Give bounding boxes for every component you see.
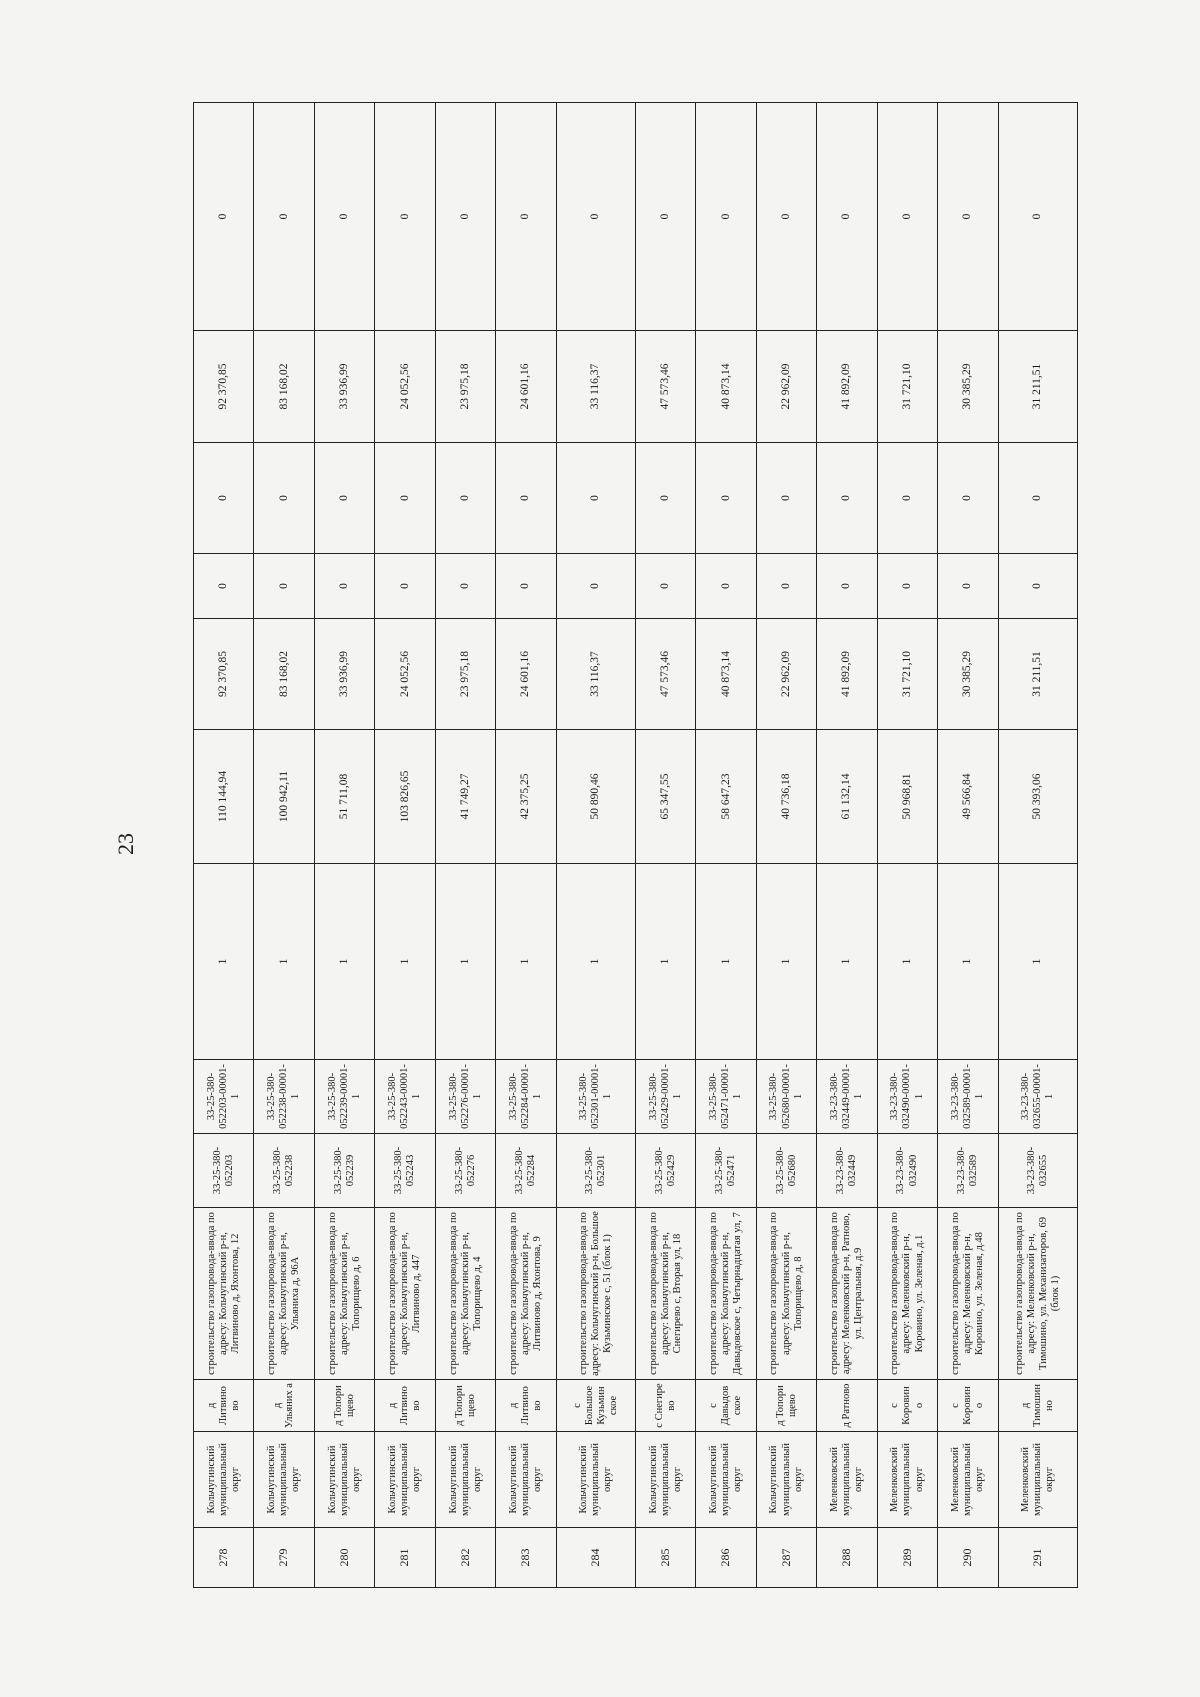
- total-cost-cell: 58 647,23: [696, 730, 756, 864]
- amount-cell: 33 116,37: [556, 619, 635, 730]
- page-number: 23: [113, 833, 138, 855]
- locality-cell: д Ратново: [817, 1380, 877, 1432]
- locality-cell: д Топори щево: [756, 1380, 816, 1432]
- amount-repeat-cell: 33 936,99: [314, 331, 374, 443]
- zero-cell-c: 0: [877, 103, 937, 331]
- total-cost-cell: 50 393,06: [998, 730, 1077, 864]
- total-cost-cell: 103 826,65: [375, 730, 435, 864]
- row-number-cell: 280: [314, 1528, 374, 1588]
- zero-cell-c: 0: [998, 103, 1077, 331]
- quantity-cell: 1: [696, 864, 756, 1060]
- locality-cell: д Литвино во: [194, 1380, 254, 1432]
- amount-repeat-cell: 24 052,56: [375, 331, 435, 443]
- table-row: [877, 103, 937, 1588]
- gas-pipeline-table: [193, 102, 1078, 1588]
- object-id-cell: 33-25-380-052203-00001-1: [194, 1060, 254, 1134]
- amount-repeat-cell: 33 116,37: [556, 331, 635, 443]
- object-code-cell: 33-25-380-052284: [496, 1134, 556, 1208]
- zero-cell-a: 0: [556, 554, 635, 619]
- total-cost-cell: 61 132,14: [817, 730, 877, 864]
- total-cost-cell: 50 968,81: [877, 730, 937, 864]
- amount-cell: 31 721,10: [877, 619, 937, 730]
- object-description-cell: строительство газопровода-ввода по адресу: Меленковский р-н, Ратново, ул. Центральная, д.9: [817, 1208, 877, 1380]
- zero-cell-a: 0: [254, 554, 314, 619]
- object-description-cell: строительство газопровода-ввода по адресу: Кольчугинский р-н, Литвиново д, Яхонтова, 9: [496, 1208, 556, 1380]
- locality-cell: д Топори щево: [435, 1380, 495, 1432]
- table-row: [556, 103, 635, 1588]
- object-description-cell: строительство газопровода-ввода по адресу: Кольчугинский р-н, Литвиново д, Яхонтова, 12: [194, 1208, 254, 1380]
- amount-cell: 24 052,56: [375, 619, 435, 730]
- table-row: [756, 103, 816, 1588]
- district-cell: Меленковский муниципальный округ: [998, 1432, 1077, 1528]
- amount-repeat-cell: 31 721,10: [877, 331, 937, 443]
- amount-cell: 47 573,46: [635, 619, 695, 730]
- total-cost-cell: 51 711,08: [314, 730, 374, 864]
- table-row: [998, 103, 1077, 1588]
- object-description-cell: строительство газопровода-ввода по адресу: Кольчугинский р-н, Давыдовское с, Четырнадцатая ул, 7: [696, 1208, 756, 1380]
- object-code-cell: 33-25-380-052680: [756, 1134, 816, 1208]
- total-cost-cell: 41 749,27: [435, 730, 495, 864]
- object-description-cell: строительство газопровода-ввода по адресу: Кольчугинский р-н, Ульяниха д, 96А: [254, 1208, 314, 1380]
- amount-cell: 22 962,09: [756, 619, 816, 730]
- district-cell: Кольчугинский муниципальный округ: [194, 1432, 254, 1528]
- zero-cell-a: 0: [635, 554, 695, 619]
- zero-cell-a: 0: [314, 554, 374, 619]
- locality-cell: с Коровин о: [938, 1380, 998, 1432]
- locality-cell: д Литвино во: [496, 1380, 556, 1432]
- object-id-cell: 33-25-380-052429-00001-1: [635, 1060, 695, 1134]
- amount-cell: 33 936,99: [314, 619, 374, 730]
- row-number-cell: 291: [998, 1528, 1077, 1588]
- quantity-cell: 1: [314, 864, 374, 1060]
- total-cost-cell: 42 375,25: [496, 730, 556, 864]
- object-code-cell: 33-25-380-052429: [635, 1134, 695, 1208]
- row-number-cell: 286: [696, 1528, 756, 1588]
- amount-cell: 31 211,51: [998, 619, 1077, 730]
- table-row: [938, 103, 998, 1588]
- amount-repeat-cell: 22 962,09: [756, 331, 816, 443]
- amount-repeat-cell: 92 370,85: [194, 331, 254, 443]
- zero-cell-b: 0: [435, 443, 495, 554]
- zero-cell-c: 0: [194, 103, 254, 331]
- zero-cell-b: 0: [938, 443, 998, 554]
- table-row: [496, 103, 556, 1588]
- amount-repeat-cell: 40 873,14: [696, 331, 756, 443]
- amount-cell: 24 601,16: [496, 619, 556, 730]
- table-row: [696, 103, 756, 1588]
- zero-cell-b: 0: [375, 443, 435, 554]
- table-row: [254, 103, 314, 1588]
- amount-repeat-cell: 83 168,02: [254, 331, 314, 443]
- district-cell: Меленковский муниципальный округ: [817, 1432, 877, 1528]
- rotated-table-wrapper: [193, 103, 1078, 1588]
- amount-repeat-cell: 41 892,09: [817, 331, 877, 443]
- locality-cell: д Тимошин но: [998, 1380, 1077, 1432]
- zero-cell-b: 0: [998, 443, 1077, 554]
- zero-cell-c: 0: [435, 103, 495, 331]
- zero-cell-a: 0: [194, 554, 254, 619]
- object-code-cell: 33-25-380-052471: [696, 1134, 756, 1208]
- object-code-cell: 33-23-380-032449: [817, 1134, 877, 1208]
- quantity-cell: 1: [756, 864, 816, 1060]
- district-cell: Кольчугинский муниципальный округ: [435, 1432, 495, 1528]
- quantity-cell: 1: [254, 864, 314, 1060]
- row-number-cell: 287: [756, 1528, 816, 1588]
- zero-cell-a: 0: [435, 554, 495, 619]
- amount-cell: 30 385,29: [938, 619, 998, 730]
- row-number-cell: 290: [938, 1528, 998, 1588]
- zero-cell-a: 0: [756, 554, 816, 619]
- object-id-cell: 33-23-380-032449-00001-1: [817, 1060, 877, 1134]
- zero-cell-c: 0: [556, 103, 635, 331]
- object-id-cell: 33-25-380-052276-00001-1: [435, 1060, 495, 1134]
- object-description-cell: строительство газопровода-ввода по адресу: Кольчугинский р-н, Большое Кузьминское с, 51 (блок 1): [556, 1208, 635, 1380]
- table-row: [375, 103, 435, 1588]
- zero-cell-c: 0: [635, 103, 695, 331]
- row-number-cell: 288: [817, 1528, 877, 1588]
- table-row: [635, 103, 695, 1588]
- object-id-cell: 33-25-380-052239-00001-1: [314, 1060, 374, 1134]
- zero-cell-c: 0: [314, 103, 374, 331]
- object-code-cell: 33-25-380-052239: [314, 1134, 374, 1208]
- amount-repeat-cell: 23 975,18: [435, 331, 495, 443]
- zero-cell-b: 0: [696, 443, 756, 554]
- district-cell: Меленковский муниципальный округ: [938, 1432, 998, 1528]
- object-description-cell: строительство газопровода-ввода по адресу: Кольчугинский р-н, Снегирево с, Вторая ул, 18: [635, 1208, 695, 1380]
- zero-cell-c: 0: [696, 103, 756, 331]
- object-id-cell: 33-25-380-052680-00001-1: [756, 1060, 816, 1134]
- object-id-cell: 33-23-380-032655-00001-1: [998, 1060, 1077, 1134]
- zero-cell-c: 0: [496, 103, 556, 331]
- zero-cell-c: 0: [817, 103, 877, 331]
- zero-cell-a: 0: [998, 554, 1077, 619]
- total-cost-cell: 50 890,46: [556, 730, 635, 864]
- district-cell: Кольчугинский муниципальный округ: [756, 1432, 816, 1528]
- amount-repeat-cell: 30 385,29: [938, 331, 998, 443]
- district-cell: Кольчугинский муниципальный округ: [635, 1432, 695, 1528]
- amount-cell: 41 892,09: [817, 619, 877, 730]
- row-number-cell: 282: [435, 1528, 495, 1588]
- row-number-cell: 278: [194, 1528, 254, 1588]
- row-number-cell: 289: [877, 1528, 937, 1588]
- quantity-cell: 1: [877, 864, 937, 1060]
- quantity-cell: 1: [496, 864, 556, 1060]
- object-description-cell: строительство газопровода-ввода по адресу: Меленковский р-н, Коровино, ул. Зеленая, д.1: [877, 1208, 937, 1380]
- zero-cell-b: 0: [877, 443, 937, 554]
- locality-cell: с Коровин о: [877, 1380, 937, 1432]
- zero-cell-a: 0: [817, 554, 877, 619]
- object-description-cell: строительство газопровода-ввода по адресу: Меленковский р-н, Коровино, ул. Зеленая, д.48: [938, 1208, 998, 1380]
- quantity-cell: 1: [998, 864, 1077, 1060]
- zero-cell-b: 0: [254, 443, 314, 554]
- object-description-cell: строительство газопровода-ввода по адресу: Кольчугинский р-н, Литвиново д, 447: [375, 1208, 435, 1380]
- locality-cell: с Снегире во: [635, 1380, 695, 1432]
- zero-cell-c: 0: [375, 103, 435, 331]
- amount-cell: 92 370,85: [194, 619, 254, 730]
- object-id-cell: 33-25-380-052284-00001-1: [496, 1060, 556, 1134]
- zero-cell-b: 0: [496, 443, 556, 554]
- district-cell: Кольчугинский муниципальный округ: [496, 1432, 556, 1528]
- total-cost-cell: 40 736,18: [756, 730, 816, 864]
- zero-cell-b: 0: [314, 443, 374, 554]
- amount-repeat-cell: 24 601,16: [496, 331, 556, 443]
- table-row: [817, 103, 877, 1588]
- object-code-cell: 33-25-380-052243: [375, 1134, 435, 1208]
- object-code-cell: 33-23-380-032490: [877, 1134, 937, 1208]
- object-code-cell: 33-25-380-052276: [435, 1134, 495, 1208]
- zero-cell-c: 0: [756, 103, 816, 331]
- district-cell: Кольчугинский муниципальный округ: [314, 1432, 374, 1528]
- zero-cell-b: 0: [756, 443, 816, 554]
- district-cell: Кольчугинский муниципальный округ: [556, 1432, 635, 1528]
- object-description-cell: строительство газопровода-ввода по адресу: Меленковский р-н, Тимошино, ул. Механизаторов, 69 (блок 1): [998, 1208, 1077, 1380]
- quantity-cell: 1: [817, 864, 877, 1060]
- zero-cell-a: 0: [375, 554, 435, 619]
- row-number-cell: 285: [635, 1528, 695, 1588]
- quantity-cell: 1: [194, 864, 254, 1060]
- object-code-cell: 33-25-380-052301: [556, 1134, 635, 1208]
- object-code-cell: 33-25-380-052238: [254, 1134, 314, 1208]
- amount-cell: 83 168,02: [254, 619, 314, 730]
- zero-cell-a: 0: [938, 554, 998, 619]
- district-cell: Кольчугинский муниципальный округ: [254, 1432, 314, 1528]
- zero-cell-b: 0: [635, 443, 695, 554]
- object-id-cell: 33-25-380-052243-00001-1: [375, 1060, 435, 1134]
- zero-cell-a: 0: [877, 554, 937, 619]
- amount-cell: 40 873,14: [696, 619, 756, 730]
- table-row: [314, 103, 374, 1588]
- row-number-cell: 281: [375, 1528, 435, 1588]
- row-number-cell: 284: [556, 1528, 635, 1588]
- object-code-cell: 33-23-380-032589: [938, 1134, 998, 1208]
- object-id-cell: 33-25-380-052301-00001-1: [556, 1060, 635, 1134]
- object-id-cell: 33-23-380-032490-00001-1: [877, 1060, 937, 1134]
- table-row: [435, 103, 495, 1588]
- object-id-cell: 33-23-380-032589-00001-1: [938, 1060, 998, 1134]
- total-cost-cell: 49 566,84: [938, 730, 998, 864]
- object-code-cell: 33-23-380-032655: [998, 1134, 1077, 1208]
- district-cell: Кольчугинский муниципальный округ: [375, 1432, 435, 1528]
- zero-cell-b: 0: [556, 443, 635, 554]
- object-description-cell: строительство газопровода-ввода по адресу: Кольчугинский р-н, Топорищево д, 8: [756, 1208, 816, 1380]
- amount-repeat-cell: 47 573,46: [635, 331, 695, 443]
- amount-cell: 23 975,18: [435, 619, 495, 730]
- locality-cell: с Давыдов ское: [696, 1380, 756, 1432]
- total-cost-cell: 110 144,94: [194, 730, 254, 864]
- quantity-cell: 1: [435, 864, 495, 1060]
- quantity-cell: 1: [556, 864, 635, 1060]
- quantity-cell: 1: [375, 864, 435, 1060]
- amount-repeat-cell: 31 211,51: [998, 331, 1077, 443]
- locality-cell: д Ульяних а: [254, 1380, 314, 1432]
- locality-cell: д Топори щево: [314, 1380, 374, 1432]
- zero-cell-b: 0: [194, 443, 254, 554]
- object-id-cell: 33-25-380-052471-00001-1: [696, 1060, 756, 1134]
- row-number-cell: 283: [496, 1528, 556, 1588]
- quantity-cell: 1: [635, 864, 695, 1060]
- zero-cell-a: 0: [496, 554, 556, 619]
- zero-cell-c: 0: [254, 103, 314, 331]
- zero-cell-b: 0: [817, 443, 877, 554]
- zero-cell-a: 0: [696, 554, 756, 619]
- total-cost-cell: 100 942,11: [254, 730, 314, 864]
- locality-cell: д Литвино во: [375, 1380, 435, 1432]
- object-code-cell: 33-25-380-052203: [194, 1134, 254, 1208]
- total-cost-cell: 65 347,55: [635, 730, 695, 864]
- district-cell: Кольчугинский муниципальный округ: [696, 1432, 756, 1528]
- object-description-cell: строительство газопровода-ввода по адресу: Кольчугинский р-н, Топорищево д, 4: [435, 1208, 495, 1380]
- quantity-cell: 1: [938, 864, 998, 1060]
- row-number-cell: 279: [254, 1528, 314, 1588]
- object-description-cell: строительство газопровода-ввода по адресу: Кольчугинский р-н, Топорищево д, 6: [314, 1208, 374, 1380]
- table-row: [194, 103, 254, 1588]
- zero-cell-c: 0: [938, 103, 998, 331]
- district-cell: Меленковский муниципальный округ: [877, 1432, 937, 1528]
- object-id-cell: 33-25-380-052238-00001-1: [254, 1060, 314, 1134]
- locality-cell: с Большое Кузьмин ское: [556, 1380, 635, 1432]
